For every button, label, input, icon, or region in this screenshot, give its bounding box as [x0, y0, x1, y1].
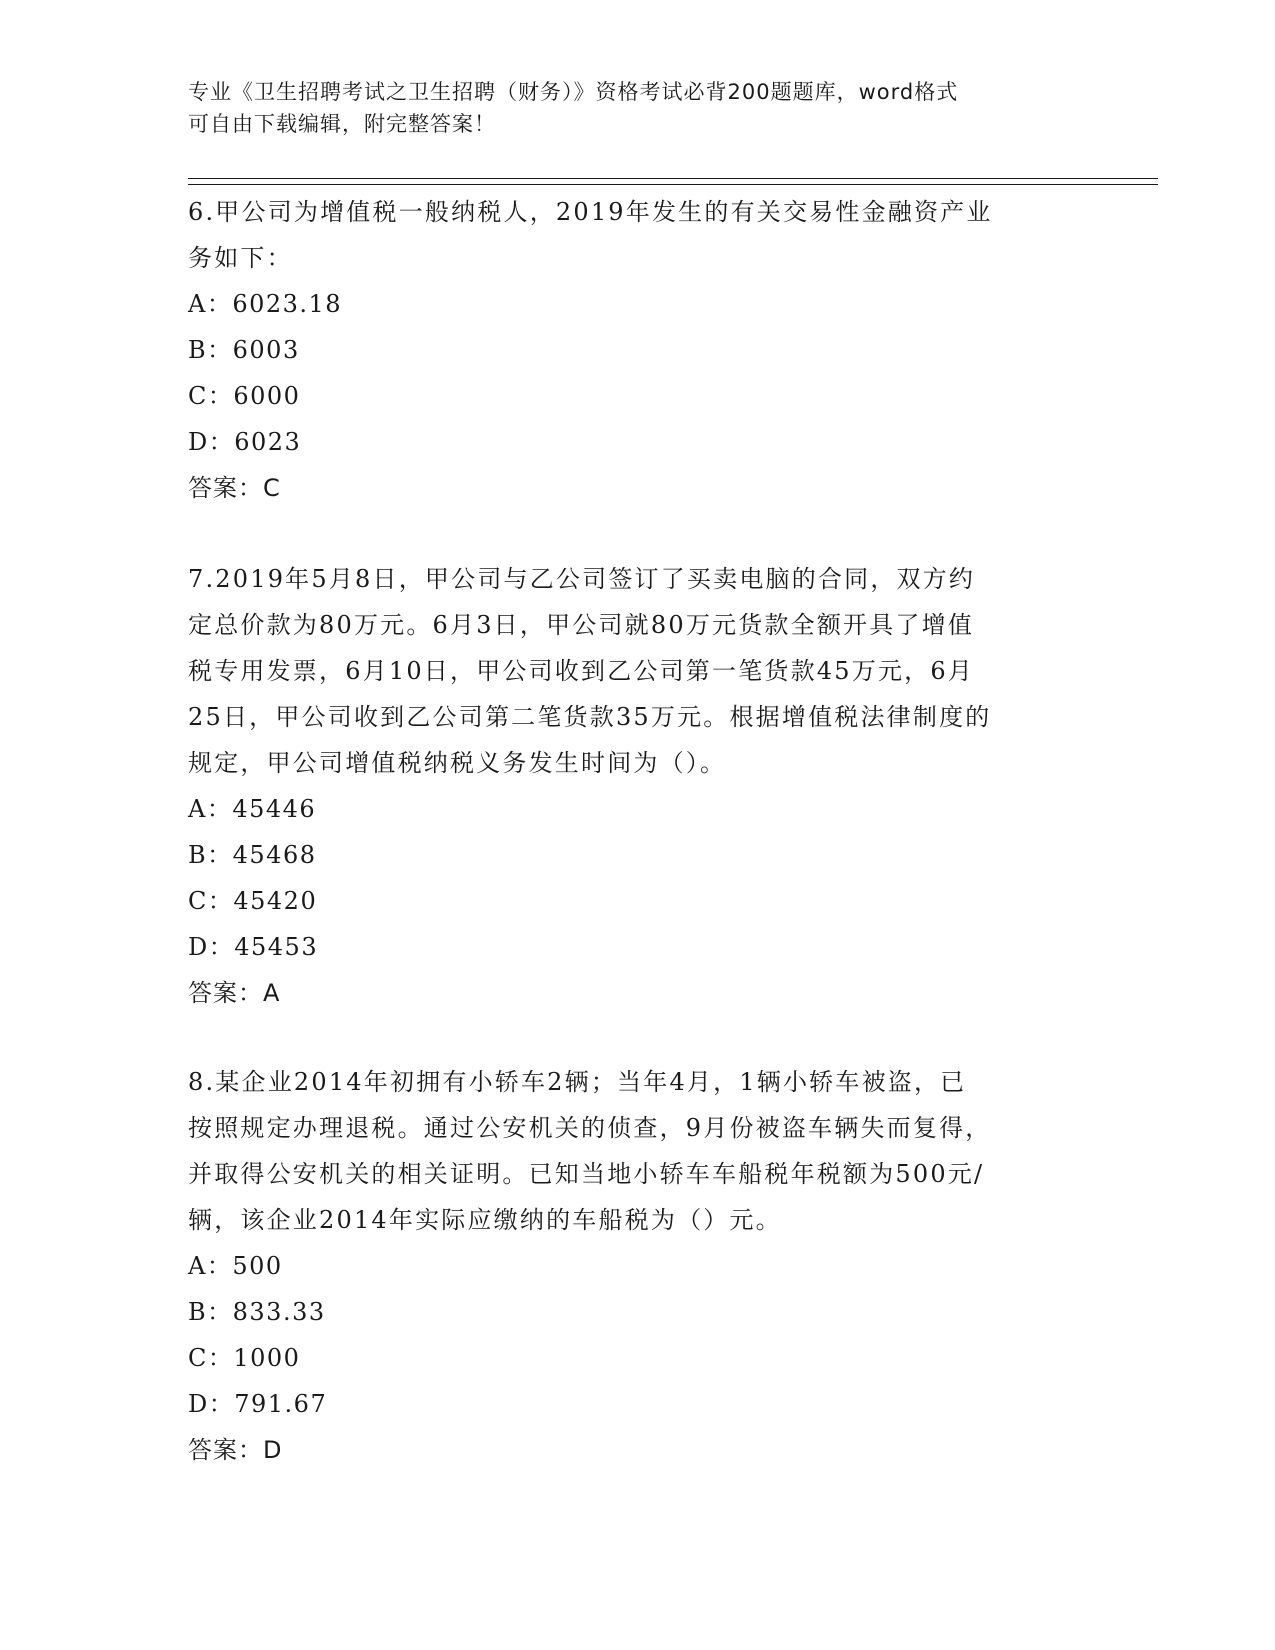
question-line: 6.甲公司为增值税一般纳税人，2019年发生的有关交易性金融资产业: [188, 198, 993, 226]
question-line: 25日，甲公司收到乙公司第二笔货款35万元。根据增值税法律制度的: [188, 703, 992, 731]
option-c: C：6000: [188, 382, 301, 410]
option-c: C：1000: [188, 1344, 301, 1372]
option-d: D：45453: [188, 933, 319, 961]
question-line: 并取得公安机关的相关证明。已知当地小轿车车船税年税额为500元/: [188, 1160, 985, 1188]
answer-label: 答案：A: [188, 979, 281, 1007]
option-d: D：6023: [188, 428, 302, 456]
header-line: 专业《卫生招聘考试之卫生招聘（财务）》资格考试必背200题题库，word格式: [188, 80, 959, 104]
option-c: C：45420: [188, 887, 318, 915]
question-line: 辆，该企业2014年实际应缴纳的车船税为（）元。: [188, 1206, 782, 1234]
option-b: B：833.33: [188, 1298, 326, 1326]
answer-label: 答案：C: [188, 474, 281, 502]
document-header: [188, 76, 1088, 140]
question-line: 务如下：: [188, 244, 293, 272]
answer-label: 答案：D: [188, 1436, 283, 1464]
option-b: B：6003: [188, 336, 300, 364]
option-a: A：45446: [188, 795, 317, 823]
header-divider: [188, 178, 1158, 179]
question-line: 7.2019年5月8日，甲公司与乙公司签订了买卖电脑的合同，双方约: [188, 565, 976, 593]
question-7: [188, 556, 1088, 1016]
question-line: 定总价款为80万元。6月3日，甲公司就80万元货款全额开具了增值: [188, 611, 975, 639]
option-a: A：6023.18: [188, 290, 343, 318]
option-b: B：45468: [188, 841, 317, 869]
question-6: [188, 189, 1088, 511]
question-text: [188, 189, 1088, 281]
question-8: [188, 1059, 1088, 1473]
question-line: 8.某企业2014年初拥有小轿车2辆；当年4月，1辆小轿车被盗，已: [188, 1068, 967, 1096]
header-divider: [188, 184, 1158, 185]
question-line: 税专用发票，6月10日，甲公司收到乙公司第一笔货款45万元，6月: [188, 657, 975, 685]
header-line: 可自由下载编辑，附完整答案！: [188, 112, 496, 136]
option-a: A：500: [188, 1252, 283, 1280]
question-line: 按照规定办理退税。通过公安机关的侦查，9月份被盗车辆失而复得，: [188, 1114, 992, 1142]
question-text: [188, 556, 1088, 786]
question-line: 规定，甲公司增值税纳税义务发生时间为（）。: [188, 749, 727, 777]
option-d: D：791.67: [188, 1390, 328, 1418]
question-text: [188, 1059, 1088, 1243]
